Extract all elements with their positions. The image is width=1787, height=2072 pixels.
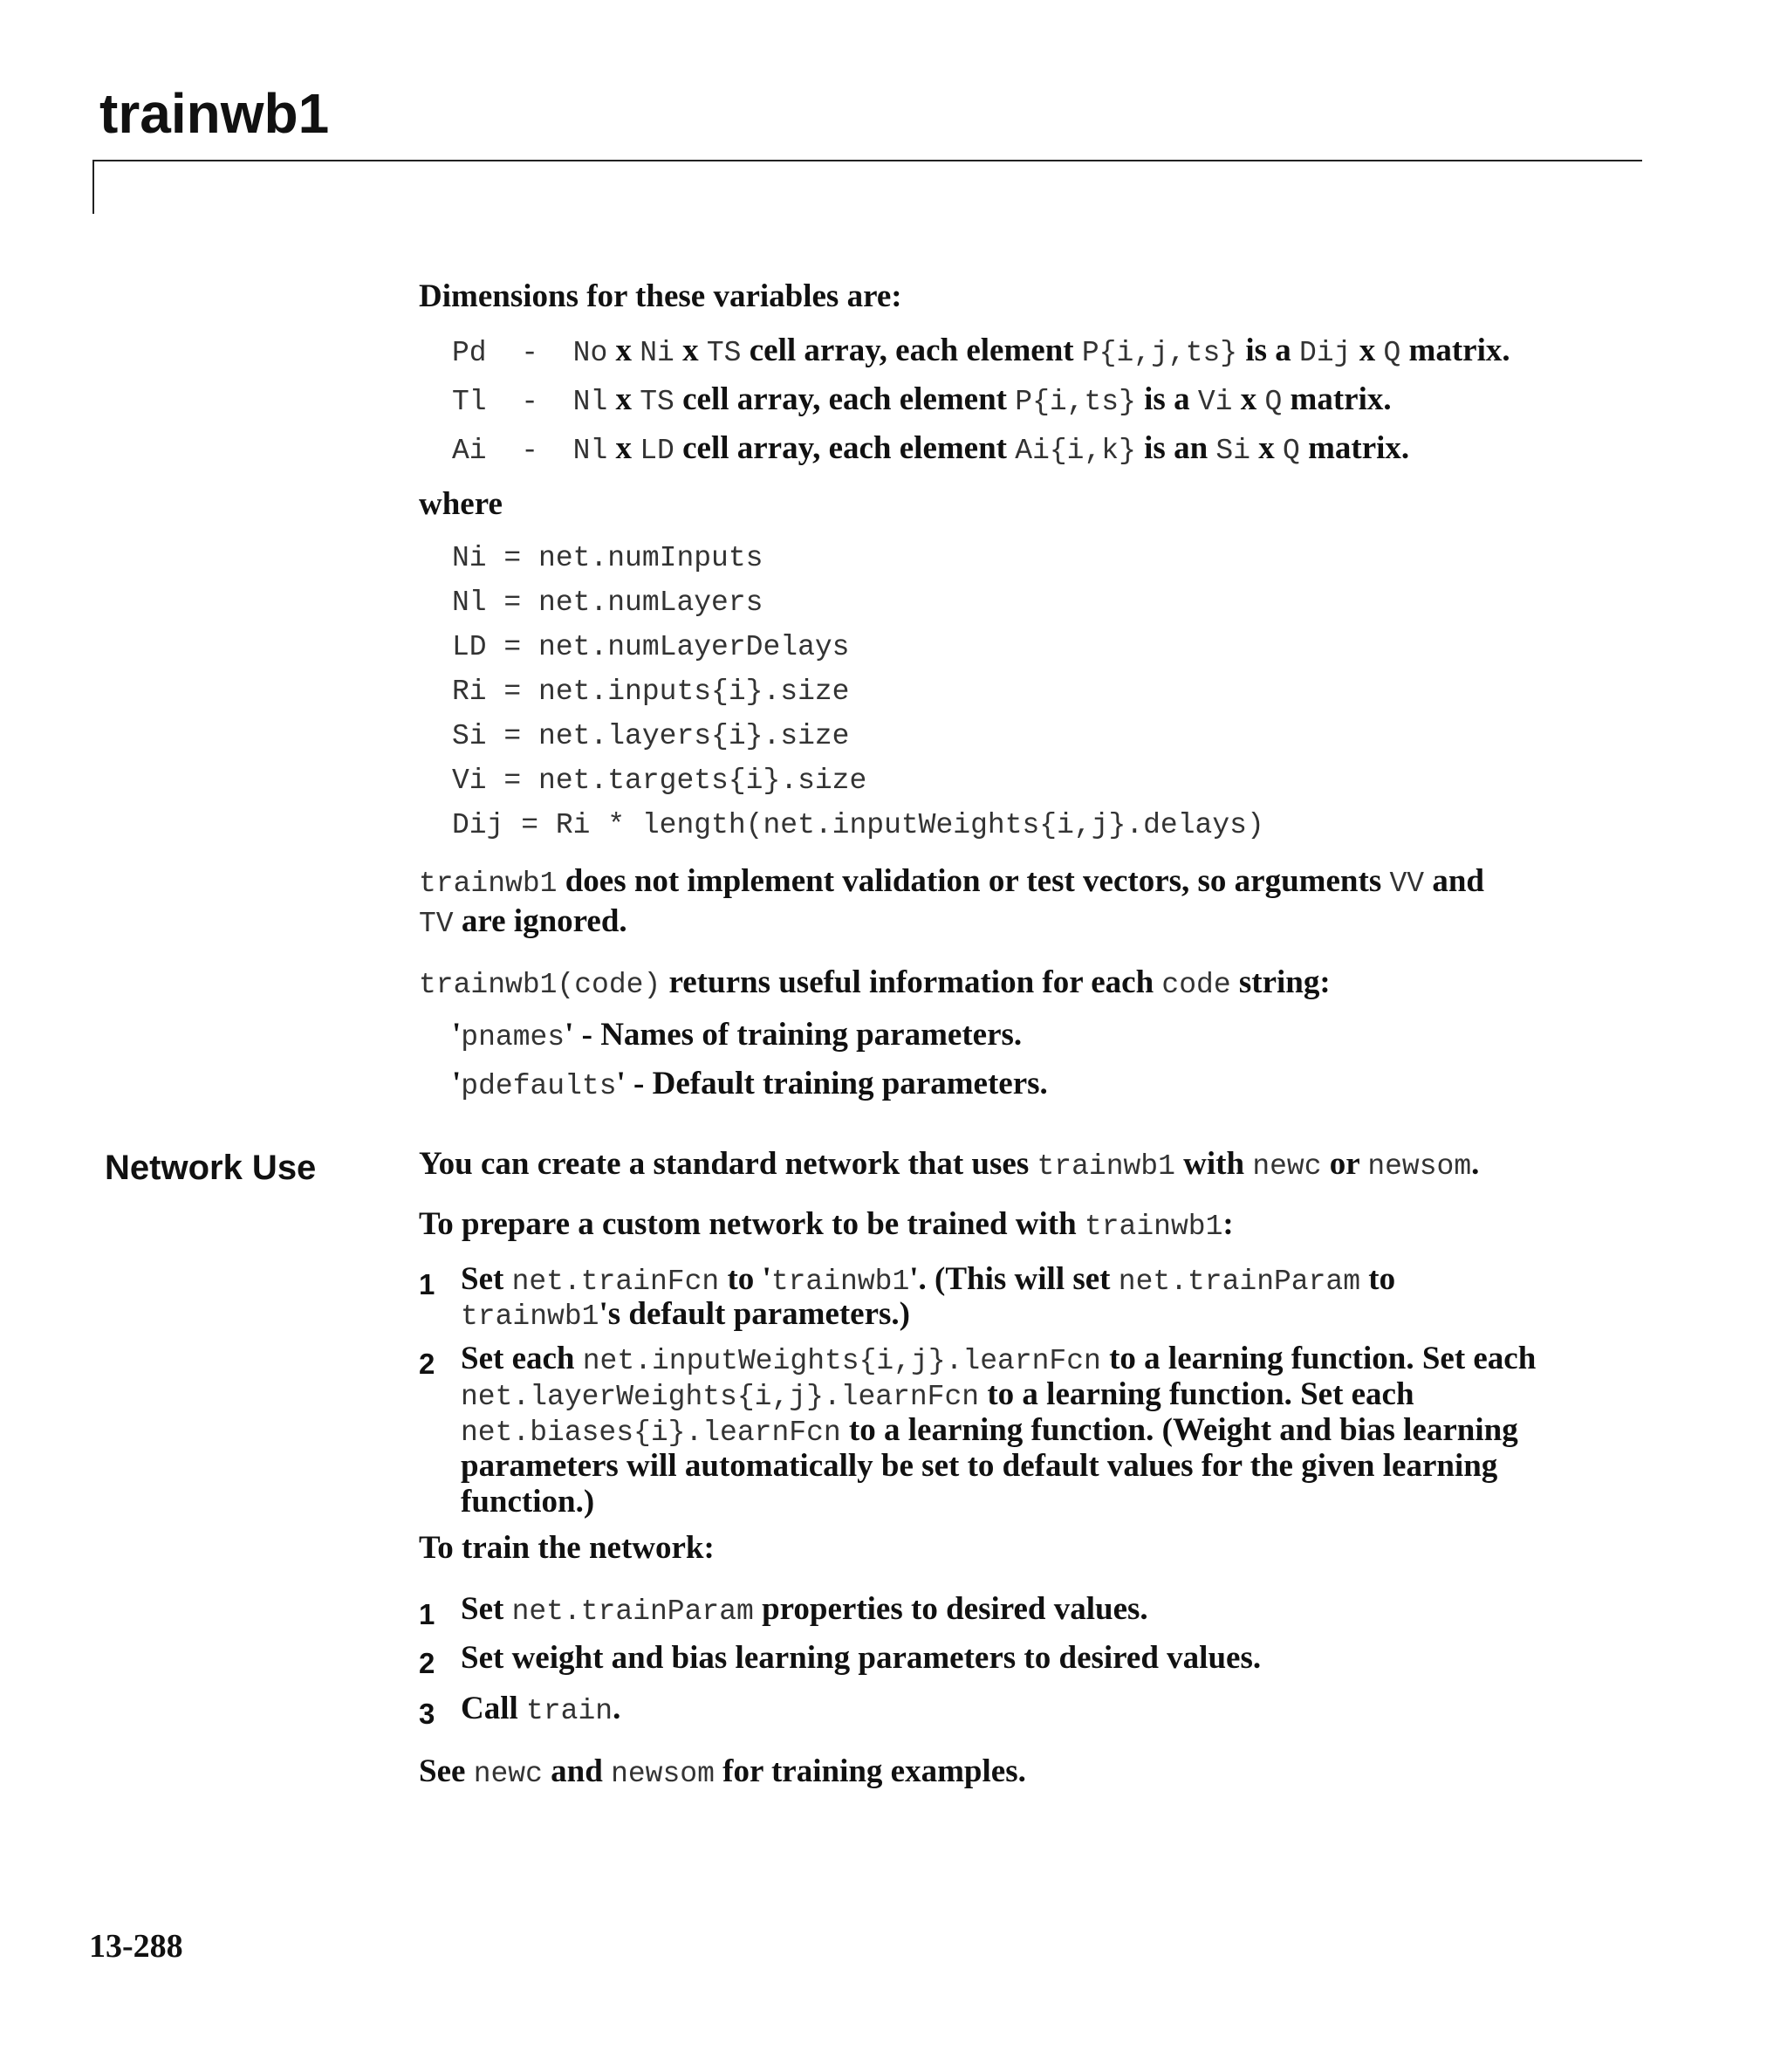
prep-step-1-line-2: trainwb1's default parameters.) xyxy=(461,1296,910,1333)
validation-note-line-1: trainwb1 does not implement validation or test vectors, so arguments VV and xyxy=(419,863,1484,900)
prep-step-2-line-2: net.layerWeights{i,j}.learnFcn to a learning function. Set each xyxy=(461,1376,1414,1413)
prep-step-2-line-1: Set each net.inputWeights{i,j}.learnFcn to a learning function. Set each xyxy=(461,1341,1537,1377)
step-number: 3 xyxy=(419,1698,435,1730)
step-number: 1 xyxy=(419,1598,435,1630)
network-use-para-2: To prepare a custom network to be trained with trainwb1: xyxy=(419,1206,1234,1243)
section-label-network-use: Network Use xyxy=(105,1149,317,1187)
see-also: See newc and newsom for training examples. xyxy=(419,1753,1026,1790)
code-info-item-pnames: 'pnames' - Names of training parameters. xyxy=(452,1017,1023,1053)
dimension-row-ai: Ai - Nl x LD cell array, each element Ai{i,k} is an Si x Q matrix. xyxy=(452,430,1410,467)
validation-note-line-2: TV are ignored. xyxy=(419,903,627,940)
step-number: 1 xyxy=(419,1268,435,1300)
header-rule xyxy=(92,160,1642,161)
def-line: Nl = net.numLayers xyxy=(452,587,763,619)
step-number: 2 xyxy=(419,1647,435,1679)
dimensions-intro: Dimensions for these variables are: xyxy=(419,278,902,314)
train-step-3: Call train. xyxy=(461,1691,621,1727)
page-number: 13-288 xyxy=(89,1928,183,1965)
train-intro: To train the network: xyxy=(419,1530,715,1566)
prep-step-2-line-4: parameters will automatically be set to default values for the given learning xyxy=(461,1448,1498,1484)
train-step-2: Set weight and bias learning parameters to desired values. xyxy=(461,1640,1262,1676)
def-line: Dij = Ri * length(net.inputWeights{i,j}.delays) xyxy=(452,809,1264,841)
prep-step-1-line-1: Set net.trainFcn to 'trainwb1'. (This will set net.trainParam to xyxy=(461,1261,1396,1298)
code-info-item-pdefaults: 'pdefaults' - Default training parameters. xyxy=(452,1066,1048,1102)
dimension-row-pd: Pd - No x Ni x TS cell array, each element P{i,j,ts} is a Dij x Q matrix. xyxy=(452,333,1510,369)
train-step-1: Set net.trainParam properties to desired values. xyxy=(461,1591,1148,1628)
dimension-row-tl: Tl - Nl x TS cell array, each element P{i,ts} is a Vi x Q matrix. xyxy=(452,381,1392,418)
page-title: trainwb1 xyxy=(99,82,330,145)
def-line: LD = net.numLayerDelays xyxy=(452,631,850,663)
def-line: Ni = net.numInputs xyxy=(452,542,763,574)
where-label: where xyxy=(419,486,503,522)
def-line: Si = net.layers{i}.size xyxy=(452,720,850,752)
code-info-intro: trainwb1(code) returns useful information for each code string: xyxy=(419,964,1331,1001)
def-line: Vi = net.targets{i}.size xyxy=(452,765,867,797)
step-number: 2 xyxy=(419,1348,435,1380)
network-use-para-1: You can create a standard network that uses trainwb1 with newc or newsom. xyxy=(419,1146,1480,1183)
prep-step-2-line-5: function.) xyxy=(461,1484,595,1520)
header-rule-vertical xyxy=(92,160,94,214)
prep-step-2-line-3: net.biases{i}.learnFcn to a learning function. (Weight and bias learning xyxy=(461,1412,1518,1449)
def-line: Ri = net.inputs{i}.size xyxy=(452,676,850,708)
